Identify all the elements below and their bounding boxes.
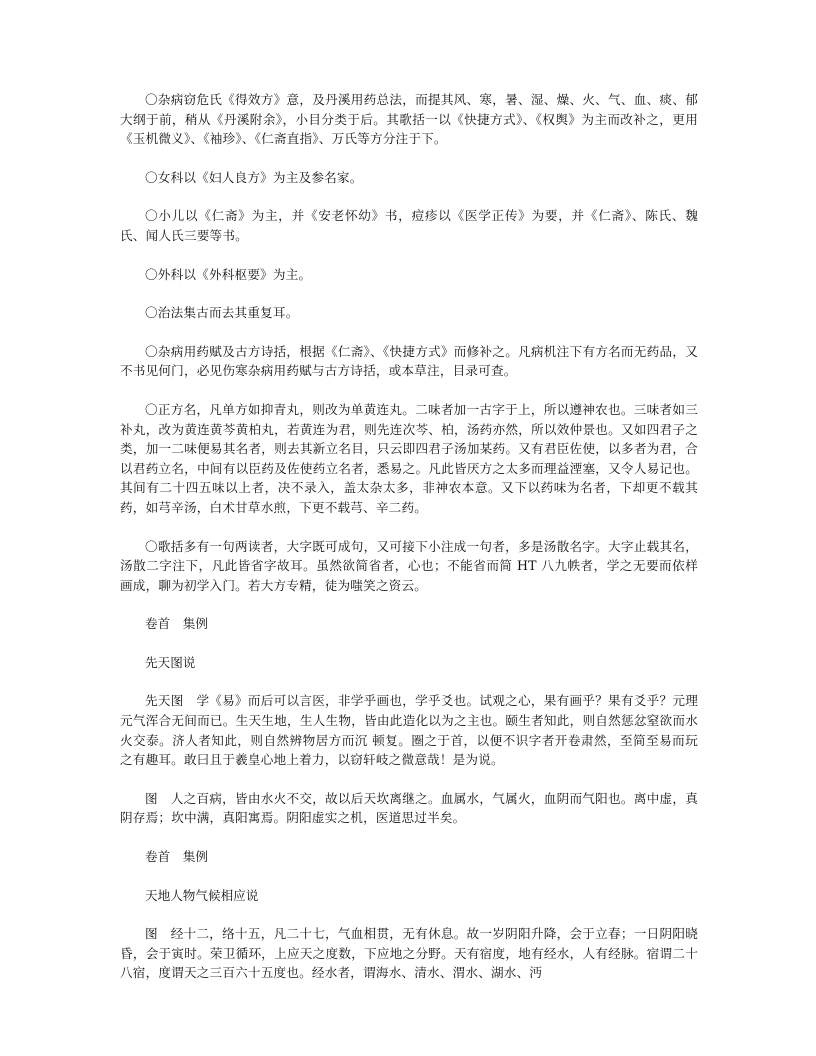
section-heading: 卷首 集例	[145, 849, 208, 865]
paragraph-gynecology: 〇女科以《妇人良方》为主及参名家。	[145, 169, 363, 185]
paragraph-meridians: 图 经十二，络十五，凡二十七，气血相贯，无有休息。故一岁阴阳升降，会于立春；一日阴阳晓昏，会于寅时。荣卫循环，上应天之度数，下应地之分野。天有宿度，地有经水，人有经脉。宿谓二十八宿，度谓天之三百六十五度也。经水者，谓海水、清水、渭水、湖水、沔	[120, 926, 698, 981]
paragraph-prescription-names: 〇正方名，凡单方如抑青丸，则改为单黄连丸。二味者加一古字于上，所以遵神农也。三味者如三补丸，改为黄连黄芩黄柏丸，若黄连为君，则先连次芩、柏，汤药亦然，所以效仲景也。又如四君子之类，加一二味便易其名者，则去其新立名目，只云即四君子汤加某药。又有君臣佐使，以多者为君，合以君药立名，中间有以臣药及佐使药立名者，悉易之。凡此皆厌方之太多而理益湮塞，又令人易记也。其间有二十四五味以上者，决不录入，盖太杂太多，非神农本意。又下以药味为名者，下却更不载其药，如芎辛汤，白术甘草水煎，下更不载芎、辛二药。	[120, 401, 698, 515]
paragraph-medicine-rhymes: 〇杂病用药赋及古方诗括，根据《仁斋》、《快捷方式》而修补之。凡病机注下有方名而无药品，又不书见何门，必见伤寒杂病用药赋与古方诗括，或本草注，目录可查。	[120, 343, 698, 379]
section-title-xiantian: 先天图说	[145, 654, 196, 670]
paragraph-treatment-methods: 〇治法集古而去其重复耳。	[145, 305, 299, 321]
paragraph-general-diseases: 〇杂病窃危氏《得效方》意，及丹溪用药总法，而提其风、寒，暑、湿、燥、火、气、血、痰、郁大纲于前，稍从《丹溪附余》，小目分类于后。其歌括一以《快捷方式》、《权舆》为主而改补之，更用《玉机微义》、《袖珍》、《仁斋直指》、万氏等方分注于下。	[120, 92, 698, 147]
paragraph-external-medicine: 〇外科以《外科枢要》为主。	[145, 266, 312, 282]
paragraph-xiantian-diagram: 先天图 学《易》而后可以言医，非学乎画也，学乎爻也。试观之心，果有画乎？果有爻乎？元理元气浑合无间而已。生天生地，生人生物，皆由此造化以为之主也。颐生者知此，则自然惩忿窒欲而水火交泰。济人者知此，则自然辨物居方而沉 顿复。圈之于首，以便不识字者开卷肃然，至简至易而玩之有趣耳。敢曰且于羲皇心地上着力，以窃轩岐之微意哉！是为说。	[120, 693, 698, 768]
paragraph-pediatrics: 〇小儿以《仁斋》为主，并《安老怀幼》书，痘疹以《医学正传》为要，并《仁斋》、陈氏、魏氏、闻人氏三要等书。	[120, 208, 698, 243]
section-title-correspondence: 天地人物气候相应说	[145, 887, 259, 903]
section-heading: 卷首 集例	[145, 616, 208, 632]
document-page	[120, 90, 698, 1002]
paragraph-song-verses: 〇歌括多有一句两读者，大字既可成句，又可接下小注成一句者，多是汤散名字。大字止载其名，汤散二字注下，凡此皆省字故耳。虽然欲简省者，心也；不能省而简 HT 八九帙者，学之无要而依样画成，聊为初学入门。若大方专精，徒为嗤笑之资云。	[120, 538, 698, 593]
paragraph-water-fire: 图 人之百病，皆由水火不交，故以后天坎离继之。血属水，气属火，血阴而气阳也。离中虚，真阴存焉；坎中满，真阳寓焉。阴阳虚实之机，医道思过半矣。	[120, 790, 698, 826]
